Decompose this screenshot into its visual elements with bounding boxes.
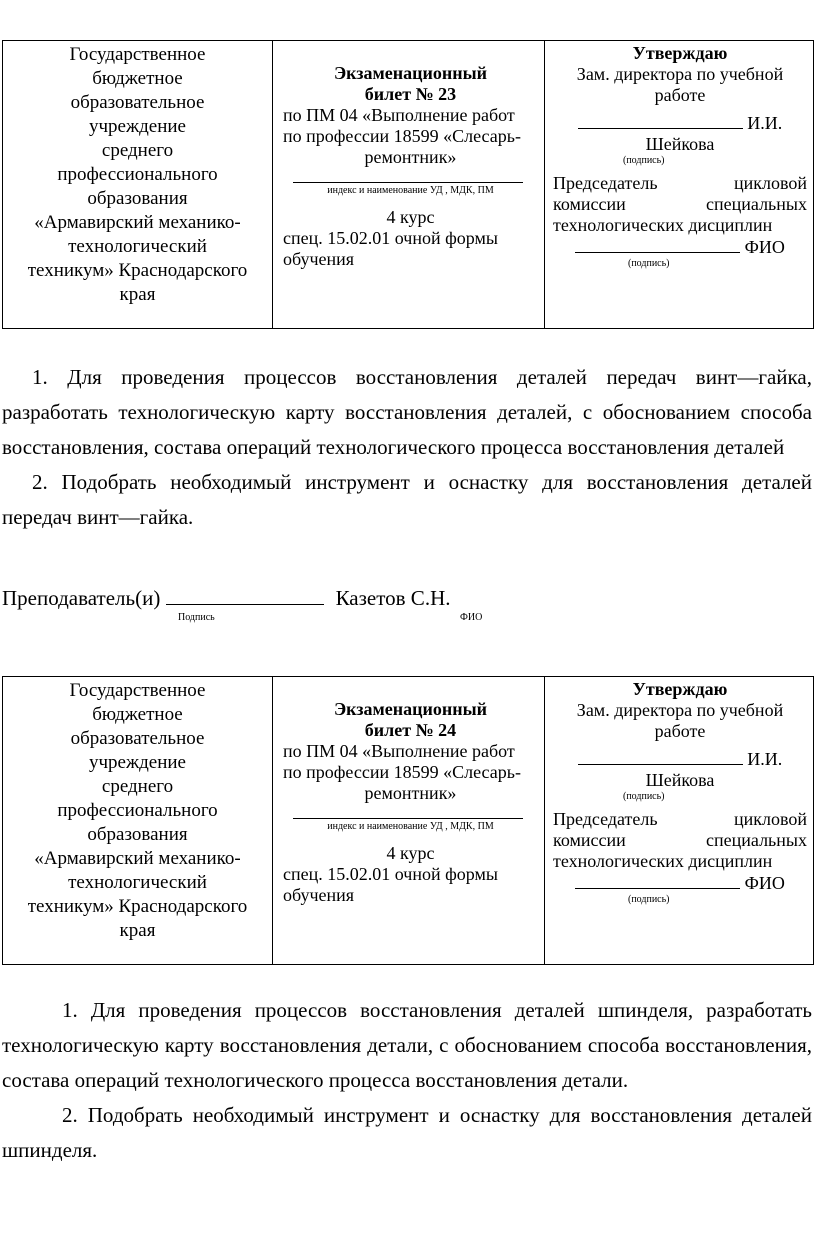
index-underline (293, 818, 523, 819)
spec-line: спец. 15.02.01 очной формы (283, 228, 498, 248)
module-line: по профессии 18599 «Слесарь- (283, 126, 521, 146)
task-item: 1. Для проведения процессов восстановления деталей передач винт—гайка, разработать технологическую карту восстановления деталей, с обоснованием способа восстановления, состава операций технологического процесса восстановления деталей (2, 365, 812, 459)
institution-line: профессионального (57, 800, 218, 821)
ticket-number: билет № 23 (364, 84, 457, 104)
institution-line: образования (87, 824, 188, 845)
approve-label: Утверждаю (632, 43, 728, 63)
teacher-name: Казетов С.Н. (335, 586, 451, 610)
task-item: 1. Для проведения процессов восстановления деталей шпинделя, разработать технологическую карту восстановления детали, с обоснованием способа восстановления, состава операций технологического процесса восстановления детали. (2, 998, 812, 1092)
approve-label: Утверждаю (632, 679, 728, 699)
teacher-label: Преподаватель(и) (2, 586, 161, 610)
index-caption: индекс и наименование УД , МДК, ПМ (327, 185, 494, 196)
index-caption: индекс и наименование УД , МДК, ПМ (327, 821, 494, 832)
sign-caption: Подпись (178, 612, 215, 623)
institution-line: профессионального (57, 164, 218, 185)
fio-label: ФИО (744, 237, 785, 257)
institution-line: техникум» Краснодарского (27, 896, 248, 917)
index-underline (293, 182, 523, 183)
chair-line-end: технологических дисциплин (553, 215, 773, 235)
spec-line: обучения (283, 885, 355, 905)
spec-line: обучения (283, 249, 355, 269)
institution-line: технологический (68, 236, 207, 257)
institution-line: образовательное (70, 92, 205, 113)
ticket-24-tasks (2, 993, 812, 1168)
task-item: 2. Подобрать необходимый инструмент и оснастку для восстановления деталей шпинделя. (2, 1103, 812, 1162)
chair-signature-row (553, 236, 807, 258)
chair-line: Председатель цикловой (553, 173, 807, 193)
deputy-initials: И.И. (747, 749, 783, 769)
institution-cell (3, 41, 273, 328)
task-item: 2. Подобрать необходимый инструмент и оснастку для восстановления деталей передач винт—гайка. (2, 470, 812, 529)
ticket-header-23 (2, 40, 814, 329)
deputy-line: работе (654, 721, 706, 741)
approval-cell (545, 677, 813, 964)
institution-line: «Армавирский механико- (34, 212, 241, 233)
institution-line: учреждение (89, 752, 186, 773)
institution-line: среднего (101, 140, 174, 161)
institution-cell (3, 677, 273, 964)
signature-line (166, 586, 324, 605)
institution-line: образовательное (70, 728, 205, 749)
teacher-row (2, 583, 450, 613)
module-line: по ПМ 04 «Выполнение работ (283, 105, 515, 125)
deputy-line: работе (654, 85, 706, 105)
course: 4 курс (386, 843, 435, 863)
module-line-end: ремонтник» (364, 147, 457, 167)
institution-line: Государственное (69, 680, 206, 701)
institution-line: бюджетное (92, 704, 183, 725)
deputy-name: Шейкова (645, 770, 715, 790)
institution-line: края (119, 284, 156, 305)
institution-line: Государственное (69, 44, 206, 65)
deputy-name: Шейкова (645, 134, 715, 154)
ticket-number: билет № 24 (364, 720, 457, 740)
ticket-title: Экзаменационный (333, 63, 488, 83)
signature-line (575, 872, 740, 889)
ticket-title: Экзаменационный (333, 699, 488, 719)
module-line-end: ремонтник» (364, 783, 457, 803)
institution-line: бюджетное (92, 68, 183, 89)
ticket-header-24 (2, 676, 814, 965)
institution-line: технологический (68, 872, 207, 893)
module-line: по ПМ 04 «Выполнение работ (283, 741, 515, 761)
signature-line (575, 236, 740, 253)
signature-caption: (подпись) (628, 894, 670, 905)
institution-line: образования (87, 188, 188, 209)
deputy-signature-row (553, 748, 807, 770)
deputy-initials: И.И. (747, 113, 783, 133)
spec-line: спец. 15.02.01 очной формы (283, 864, 498, 884)
chair-line-end: технологических дисциплин (553, 851, 773, 871)
chair-line: Председатель цикловой (553, 809, 807, 829)
institution-line: среднего (101, 776, 174, 797)
fio-caption: ФИО (460, 612, 483, 623)
deputy-signature-row (553, 112, 807, 134)
course: 4 курс (386, 207, 435, 227)
module-line: по профессии 18599 «Слесарь- (283, 762, 521, 782)
chair-line: комиссии специальных (553, 194, 807, 214)
fio-label: ФИО (744, 873, 785, 893)
signature-caption: (подпись) (623, 791, 665, 802)
chair-signature-row (553, 872, 807, 894)
ticket-23-tasks (2, 360, 812, 535)
signature-caption: (подпись) (628, 258, 670, 269)
signature-line (578, 748, 743, 765)
approval-cell (545, 41, 813, 328)
signature-line (578, 112, 743, 129)
institution-line: учреждение (89, 116, 186, 137)
signature-caption: (подпись) (623, 155, 665, 166)
ticket-info-cell (273, 677, 545, 964)
institution-line: техникум» Краснодарского (27, 260, 248, 281)
institution-line: «Армавирский механико- (34, 848, 241, 869)
deputy-line: Зам. директора по учебной (576, 64, 784, 84)
institution-line: края (119, 920, 156, 941)
deputy-line: Зам. директора по учебной (576, 700, 784, 720)
ticket-info-cell (273, 41, 545, 328)
chair-line: комиссии специальных (553, 830, 807, 850)
